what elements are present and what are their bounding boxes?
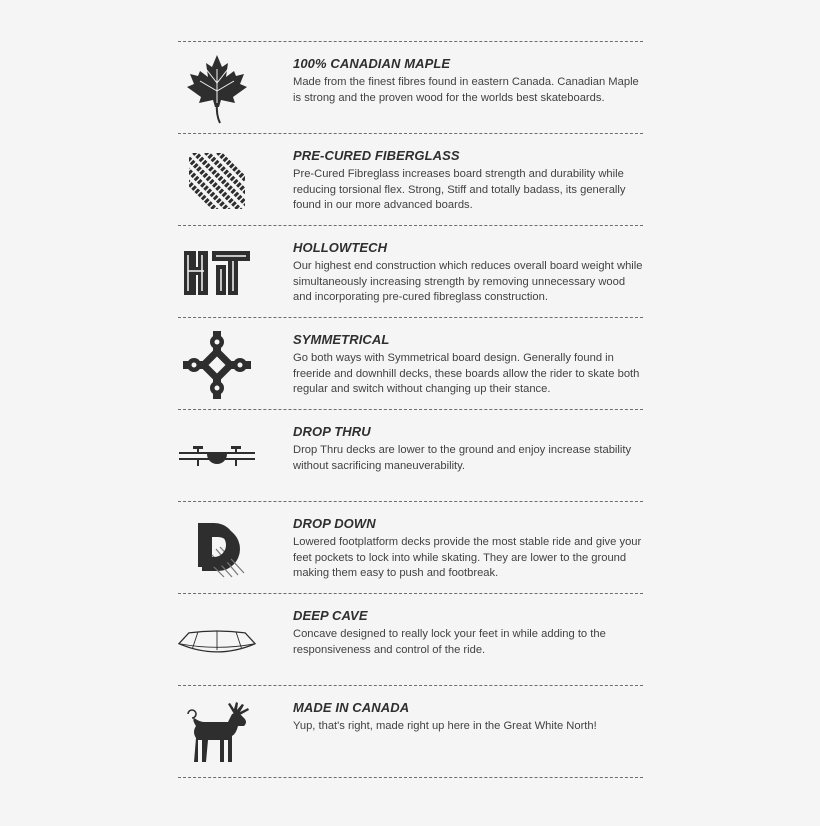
feature-description: Concave designed to really lock your feet in while adding to the responsiveness and control of the ride. [293,628,606,656]
drop-down-icon [178,510,256,588]
feature-description: Drop Thru decks are lower to the ground and enjoy increase stability without sacrificing maneuverability. [293,444,632,472]
feature-description: Made from the finest fibres found in eastern Canada. Canadian Maple is strong and the proven wood for the worlds best skateboards. [293,76,639,104]
hollowtech-icon [178,234,256,312]
feature-row [178,410,643,502]
feature-row [178,594,643,686]
drop-thru-icon [178,418,256,496]
deep-cave-icon [178,602,256,680]
feature-title: 100% CANADIAN MAPLE [293,56,451,71]
feature-row [178,686,643,778]
feature-row [178,318,643,410]
feature-row [178,134,643,226]
fiberglass-icon [178,142,256,220]
feature-row [178,42,643,134]
feature-description: Yup, that's right, made right up here in the Great White North! [293,720,597,732]
feature-title: SYMMETRICAL [293,332,390,347]
symmetrical-icon [178,326,256,404]
feature-description: Pre-Cured Fibreglass increases board strength and durability while reducing torsional flex. Strong, Stiff and totally badass, its generally found in our more advanced boards. [293,168,626,211]
maple-leaf-icon [178,50,256,128]
feature-description: Go both ways with Symmetrical board design. Generally found in freeride and downhill decks, these boards allow the rider to skate both regular and switch without changing up their stance. [293,352,640,395]
feature-title: MADE IN CANADA [293,700,410,715]
feature-title: DEEP CAVE [293,608,368,623]
feature-title: HOLLOWTECH [293,240,388,255]
feature-description: Our highest end construction which reduces overall board weight while simultaneously increasing strength by removing unnecessary wood and incorporating pre-cured fibreglass construction. [293,260,643,303]
feature-row [178,226,643,318]
feature-row [178,502,643,594]
moose-icon [178,694,256,772]
feature-title: DROP THRU [293,424,371,439]
feature-title: PRE-CURED FIBERGLASS [293,148,460,163]
feature-title: DROP DOWN [293,516,376,531]
feature-list [178,41,643,778]
feature-description: Lowered footplatform decks provide the most stable ride and give your feet pockets to lock into while skating. They are lower to the ground making them easy to push and footbreak. [293,536,642,579]
